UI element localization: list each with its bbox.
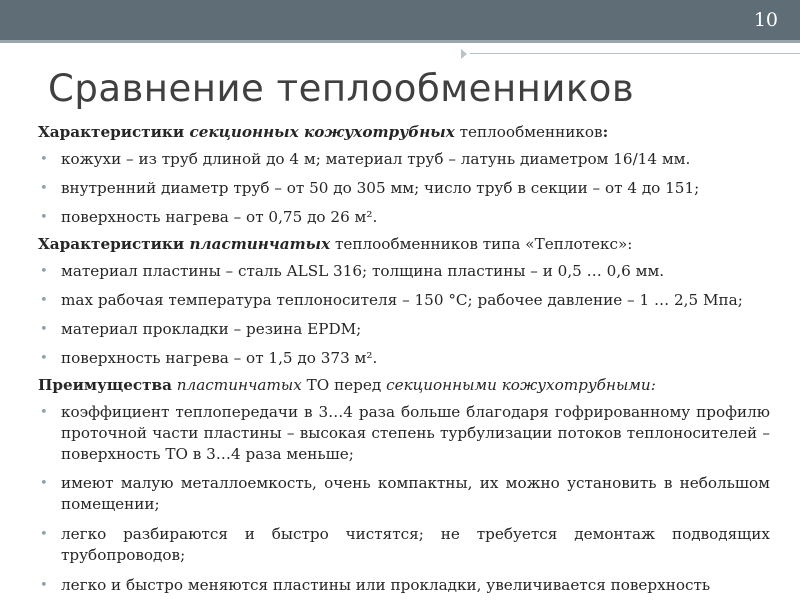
heading-normal-text: теплообменников (454, 123, 603, 141)
bullet-item: • коэффициент теплопередачи в 3…4 раза больше благодаря гофрированному профилю проточной части пластины – высокая степень турбулизации потоков теплоносителей – поверхность ТО в 3…4 раза меньше; (38, 402, 770, 465)
section-heading-sectional (38, 122, 770, 143)
top-bar-accent-line (0, 40, 800, 43)
section-heading-plate (38, 234, 770, 255)
slide-title: Сравнение теплообменников (48, 67, 635, 110)
top-bar (0, 0, 800, 40)
bullet-item: • поверхность нагрева – от 0,75 до 26 м². (38, 207, 770, 228)
bullet-item: • легко и быстро меняются пластины или прокладки, увеличивается поверхность (38, 575, 770, 596)
heading-italic-text: секционными кожухотрубными: (386, 376, 656, 394)
bullet-item: • имеют малую металлоемкость, очень компактны, их можно установить в небольшом помещении; (38, 473, 770, 515)
heading-italic-text: пластинчатых (171, 376, 302, 394)
heading-bold-text: Характеристики (38, 235, 190, 253)
slide-number: 10 (753, 9, 778, 31)
bullet-item: • поверхность нагрева – от 1,5 до 373 м². (38, 348, 770, 369)
bullet-item: • кожухи – из труб длиной до 4 м; материал труб – латунь диаметром 16/14 мм. (38, 149, 770, 170)
heading-colon: : (602, 123, 609, 141)
heading-bold-text: Преимущества (38, 376, 172, 394)
bullet-item: • max рабочая температура теплоносителя – 150 °С; рабочее давление – 1 … 2,5 Мпа; (38, 290, 770, 311)
heading-bold-text: Характеристики (38, 123, 190, 141)
bullet-item: • материал прокладки – резина EPDM; (38, 319, 770, 340)
bullet-item: • внутренний диаметр труб – от 50 до 305 мм; число труб в секции – от 4 до 151; (38, 178, 770, 199)
heading-bold-italic-text: секционных кожухотрубных (189, 123, 455, 141)
bullet-item: • легко разбираются и быстро чистятся; не требуется демонтаж подводящих трубопроводов; (38, 524, 770, 566)
bullet-item: • материал пластины – сталь ALSL 316; толщина пластины – и 0,5 … 0,6 мм. (38, 261, 770, 282)
heading-normal-text: ТО перед (301, 376, 387, 394)
heading-bold-italic-text: пластинчатых (189, 235, 331, 253)
heading-normal-text: теплообменников типа «Теплотекс»: (330, 235, 633, 253)
arrow-marker-icon (461, 49, 467, 59)
section-heading-advantages (38, 375, 770, 396)
slide-content (38, 122, 770, 596)
title-divider-line (470, 53, 800, 54)
